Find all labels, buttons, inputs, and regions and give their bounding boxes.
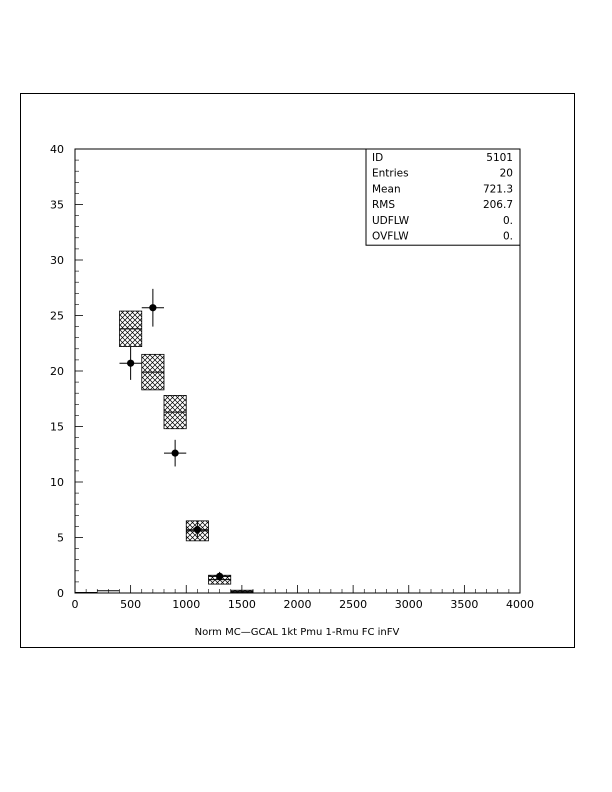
x-tick-label: 3000 xyxy=(394,598,423,611)
stats-value: 20 xyxy=(499,167,513,180)
y-tick-label: 20 xyxy=(50,365,64,378)
y-tick-label: 5 xyxy=(57,531,64,545)
x-tick-label: 1500 xyxy=(227,598,256,611)
stats-label: RMS xyxy=(372,199,396,212)
stats-value: 0. xyxy=(502,230,513,243)
stats-box xyxy=(366,149,520,245)
x-axis-label: Norm MC—GCAL 1kt Pmu 1-Rmu FC inFV xyxy=(194,627,400,638)
stats-label: Mean xyxy=(372,183,401,196)
stats-value: 721.3 xyxy=(482,183,513,196)
stats-label: OVFLW xyxy=(372,230,409,243)
y-tick-label: 0 xyxy=(57,587,64,600)
x-tick-label: 1000 xyxy=(172,598,201,611)
data-point xyxy=(127,360,134,367)
x-tick-label: 4000 xyxy=(506,598,534,611)
x-tick-label: 3500 xyxy=(450,598,479,611)
mc-histogram xyxy=(75,311,253,592)
y-tick-label: 35 xyxy=(50,198,64,212)
y-tick-label: 25 xyxy=(50,309,64,323)
stats-value: 5101 xyxy=(486,152,513,164)
stats-label: ID xyxy=(372,152,384,164)
stats-value: 0. xyxy=(502,214,513,227)
x-tick-label: 0 xyxy=(71,598,79,611)
x-tick-label: 500 xyxy=(120,598,142,611)
data-point xyxy=(149,304,156,311)
x-tick-label: 2500 xyxy=(339,598,368,611)
data-point xyxy=(194,526,201,533)
stats-label: Entries xyxy=(372,167,409,180)
y-tick-label: 10 xyxy=(50,476,64,489)
x-tick-label: 2000 xyxy=(283,598,312,611)
data-point xyxy=(172,450,179,457)
stats-label: UDFLW xyxy=(372,214,410,227)
y-tick-label: 40 xyxy=(50,143,64,156)
y-tick-label: 15 xyxy=(50,420,64,434)
y-tick-label: 30 xyxy=(50,254,64,267)
data-point xyxy=(216,573,223,580)
stats-value: 206.7 xyxy=(482,199,513,212)
